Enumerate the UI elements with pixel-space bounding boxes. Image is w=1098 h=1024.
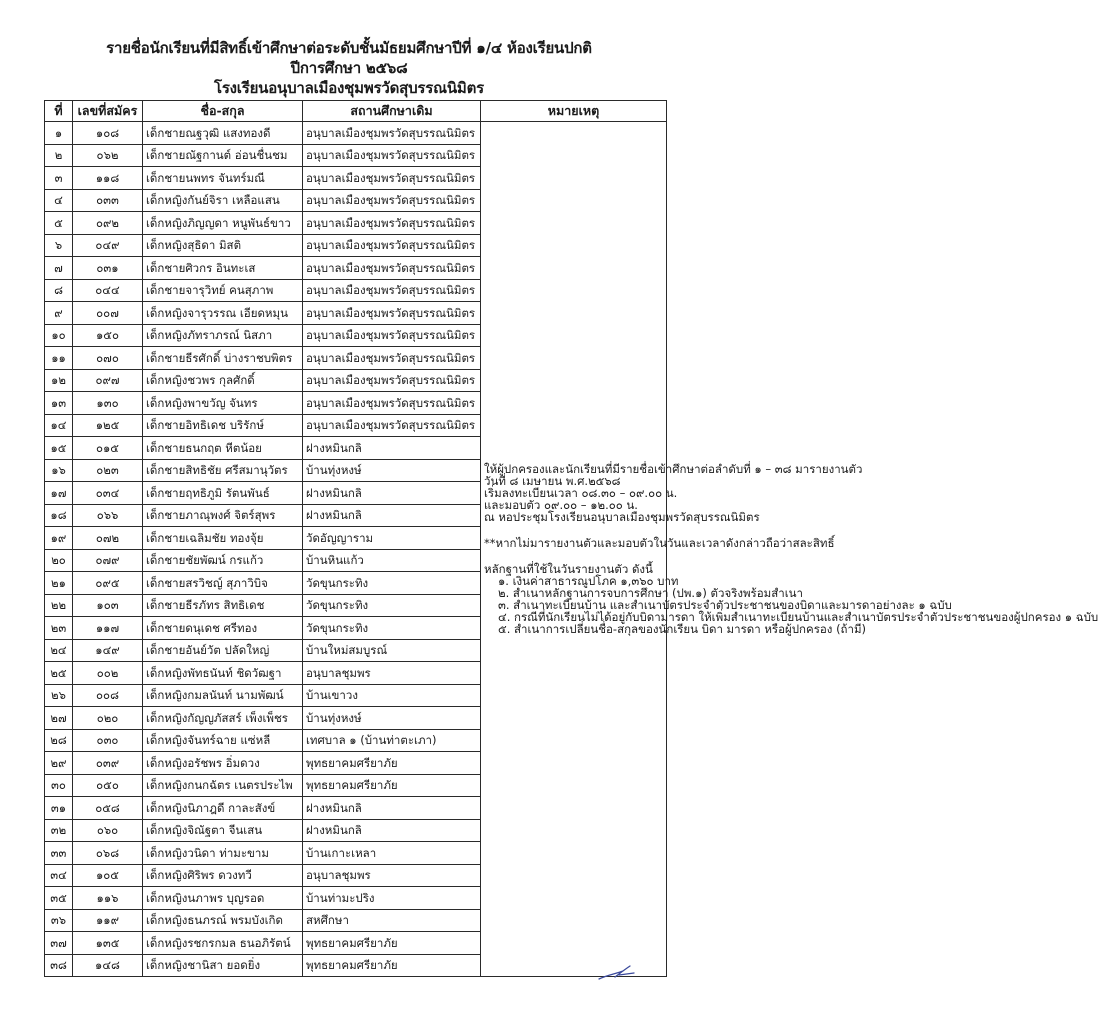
cell-name: เด็กหญิงกมลนันท์ นามพัฒน์ bbox=[143, 684, 303, 707]
cell-no: ๑๑ bbox=[45, 347, 73, 370]
cell-application-no: ๐๙๒ bbox=[73, 212, 143, 235]
cell-previous-school: พุทธยาคมศรียาภัย bbox=[303, 774, 481, 797]
cell-name: เด็กหญิงรชกรกมล ธนอภิรัตน์ bbox=[143, 932, 303, 955]
cell-name: เด็กหญิงจารุวรรณ เอียดหมุน bbox=[143, 302, 303, 325]
cell-name: เด็กชายธีรภัทร สิทธิเดช bbox=[143, 594, 303, 617]
cell-application-no: ๑๐๕ bbox=[73, 864, 143, 887]
cell-application-no: ๐๕๐ bbox=[73, 774, 143, 797]
cell-previous-school: อนุบาลเมืองชุมพรวัดสุบรรณนิมิตร bbox=[303, 257, 481, 280]
cell-application-no: ๐๐๒ bbox=[73, 662, 143, 685]
cell-no: ๒๔ bbox=[45, 639, 73, 662]
cell-application-no: ๐๗๙ bbox=[73, 549, 143, 572]
cell-no: ๒๘ bbox=[45, 729, 73, 752]
cell-name: เด็กชายธนกฤต หีตน้อย bbox=[143, 437, 303, 460]
cell-previous-school: พุทธยาคมศรียาภัย bbox=[303, 954, 481, 977]
cell-previous-school: วัดขุนกระทิง bbox=[303, 594, 481, 617]
cell-previous-school: อนุบาลเมืองชุมพรวัดสุบรรณนิมิตร bbox=[303, 414, 481, 437]
cell-no: ๑๐ bbox=[45, 324, 73, 347]
cell-no: ๑๙ bbox=[45, 527, 73, 550]
cell-name: เด็กชายภาณุพงศ์ จิตร์สุพร bbox=[143, 504, 303, 527]
cell-application-no: ๑๓๕ bbox=[73, 932, 143, 955]
cell-application-no: ๑๔๙ bbox=[73, 639, 143, 662]
cell-name: เด็กชายอิทธิเดช บริรักษ์ bbox=[143, 414, 303, 437]
cell-name: เด็กชายจารุวิทย์ คนสุภาพ bbox=[143, 279, 303, 302]
cell-application-no: ๑๑๗ bbox=[73, 617, 143, 640]
cell-no: ๘ bbox=[45, 279, 73, 302]
cell-previous-school: อนุบาลเมืองชุมพรวัดสุบรรณนิมิตร bbox=[303, 347, 481, 370]
cell-previous-school: อนุบาลเมืองชุมพรวัดสุบรรณนิมิตร bbox=[303, 212, 481, 235]
cell-application-no: ๐๗๒ bbox=[73, 527, 143, 550]
remark-document-item: ๒. สำเนาหลักฐานการจบการศึกษา (ปพ.๑) ตัวจริงพร้อมสำเนา bbox=[498, 586, 803, 600]
cell-application-no: ๐๖๒ bbox=[73, 144, 143, 167]
cell-name: เด็กหญิงจันทร์ฉาย แซ่หลี bbox=[143, 729, 303, 752]
cell-no: ๒๑ bbox=[45, 572, 73, 595]
cell-previous-school: บ้านทุ่งหงษ์ bbox=[303, 459, 481, 482]
remark-document-item: ๓. สำเนาทะเบียนบ้าน และสำเนาบัตรประจำตัวประชาชนของบิดาและมารดาอย่างละ ๑ ฉบับ bbox=[498, 598, 952, 612]
cell-previous-school: อนุบาลเมืองชุมพรวัดสุบรรณนิมิตร bbox=[303, 122, 481, 145]
cell-name: เด็กชายสิทธิชัย ศรีสมานุวัตร bbox=[143, 459, 303, 482]
cell-application-no: ๑๑๘ bbox=[73, 167, 143, 190]
cell-previous-school: อนุบาลเมืองชุมพรวัดสุบรรณนิมิตร bbox=[303, 302, 481, 325]
cell-name: เด็กหญิงนภาพร บุญรอด bbox=[143, 887, 303, 910]
table-row bbox=[45, 122, 667, 145]
document-header bbox=[0, 38, 698, 98]
cell-application-no: ๐๓๐ bbox=[73, 729, 143, 752]
student-roster-table bbox=[44, 100, 1098, 977]
table-body bbox=[45, 122, 1098, 977]
cell-no: ๓๗ bbox=[45, 932, 73, 955]
remark-registration-time: เริ่มลงทะเบียนเวลา ๐๘.๓๐ – ๐๙.๐๐ น. bbox=[484, 486, 678, 500]
cell-previous-school: อนุบาลเมืองชุมพรวัดสุบรรณนิมิตร bbox=[303, 369, 481, 392]
cell-no: ๓๐ bbox=[45, 774, 73, 797]
column-header-previous-school: สถานศึกษาเดิม bbox=[303, 101, 481, 122]
cell-application-no: ๐๖๐ bbox=[73, 819, 143, 842]
cell-application-no: ๐๙๗ bbox=[73, 369, 143, 392]
remark-document-item: ๕. สำเนาการเปลี่ยนชื่อ-สกุลของนักเรียน บิดา มารดา หรือผู้ปกครอง (ถ้ามี) bbox=[498, 622, 867, 636]
cell-name: เด็กหญิงจิณัฐตา จีนเสน bbox=[143, 819, 303, 842]
cell-no: ๓๖ bbox=[45, 909, 73, 932]
cell-previous-school: บ้านเขาวง bbox=[303, 684, 481, 707]
cell-no: ๑ bbox=[45, 122, 73, 145]
cell-application-no: ๑๒๕ bbox=[73, 414, 143, 437]
cell-name: เด็กหญิงอรัชพร อิ่มดวง bbox=[143, 752, 303, 775]
cell-no: ๒ bbox=[45, 144, 73, 167]
cell-name: เด็กหญิงชวพร กุลศักดิ์ bbox=[143, 369, 303, 392]
signature-icon bbox=[597, 962, 637, 984]
remarks-cell bbox=[481, 122, 1098, 977]
cell-application-no: ๑๓๐ bbox=[73, 392, 143, 415]
cell-previous-school: บ้านทุ่งหงษ์ bbox=[303, 707, 481, 730]
cell-name: เด็กชายณฐวุฒิ แสงทองดี bbox=[143, 122, 303, 145]
title-line-3: โรงเรียนอนุบาลเมืองชุมพรวัดสุบรรณนิมิตร bbox=[213, 79, 485, 97]
cell-application-no: ๑๕๐ bbox=[73, 324, 143, 347]
cell-previous-school: อนุบาลเมืองชุมพรวัดสุบรรณนิมิตร bbox=[303, 234, 481, 257]
cell-application-no: ๐๒๓ bbox=[73, 459, 143, 482]
cell-application-no: ๑๐๓ bbox=[73, 594, 143, 617]
cell-name: เด็กชายธีรศักดิ์ บ่างราชบพิตร bbox=[143, 347, 303, 370]
cell-previous-school: อนุบาลเมืองชุมพรวัดสุบรรณนิมิตร bbox=[303, 279, 481, 302]
cell-previous-school: ฝางหมินกลิ bbox=[303, 482, 481, 505]
cell-name: เด็กหญิงกันย์จิรา เหลือแสน bbox=[143, 189, 303, 212]
cell-name: เด็กชายชัยพัฒน์ กรแก้ว bbox=[143, 549, 303, 572]
cell-name: เด็กชายดนุเดช ศรีทอง bbox=[143, 617, 303, 640]
cell-application-no: ๐๖๘ bbox=[73, 842, 143, 865]
cell-application-no: ๐๗๐ bbox=[73, 347, 143, 370]
cell-application-no: ๐๓๑ bbox=[73, 257, 143, 280]
cell-previous-school: วัดขุนกระทิง bbox=[303, 617, 481, 640]
cell-previous-school: ฝางหมินกลิ bbox=[303, 797, 481, 820]
cell-no: ๓๕ bbox=[45, 887, 73, 910]
cell-no: ๙ bbox=[45, 302, 73, 325]
cell-previous-school: อนุบาลเมืองชุมพรวัดสุบรรณนิมิตร bbox=[303, 144, 481, 167]
cell-application-no: ๑๑๖ bbox=[73, 887, 143, 910]
table-header-row bbox=[45, 101, 667, 122]
cell-name: เด็กหญิงศิริพร ดวงทวี bbox=[143, 864, 303, 887]
cell-no: ๓ bbox=[45, 167, 73, 190]
cell-application-no: ๐๒๐ bbox=[73, 707, 143, 730]
cell-name: เด็กชายณัฐกานต์ อ่อนชื่นชม bbox=[143, 144, 303, 167]
cell-name: เด็กชายอันย์วัต ปลัดใหญ่ bbox=[143, 639, 303, 662]
cell-previous-school: อนุบาลชุมพร bbox=[303, 662, 481, 685]
cell-application-no: ๐๐๗ bbox=[73, 302, 143, 325]
cell-previous-school: เทศบาล ๑ (บ้านท่าตะเภา) bbox=[303, 729, 481, 752]
column-header-no: ที่ bbox=[45, 101, 73, 122]
cell-previous-school: บ้านใหม่สมบูรณ์ bbox=[303, 639, 481, 662]
remark-enrollment-time: และมอบตัว ๐๙.๐๐ – ๑๒.๐๐ น. bbox=[484, 498, 638, 512]
cell-name: เด็กหญิงธนภรณ์ พรมบังเกิด bbox=[143, 909, 303, 932]
cell-application-no: ๐๕๘ bbox=[73, 797, 143, 820]
cell-no: ๑๒ bbox=[45, 369, 73, 392]
cell-previous-school: ฝางหมินกลิ bbox=[303, 504, 481, 527]
cell-no: ๒๒ bbox=[45, 594, 73, 617]
cell-name: เด็กหญิงภิญญดา หนูพันธ์ขาว bbox=[143, 212, 303, 235]
title-line-1: รายชื่อนักเรียนที่มีสิทธิ์เข้าศึกษาต่อระดับชั้นมัธยมศึกษาปีที่ ๑/๔ ห้องเรียนปกติ bbox=[106, 39, 592, 57]
cell-previous-school: อนุบาลเมืองชุมพรวัดสุบรรณนิมิตร bbox=[303, 189, 481, 212]
cell-no: ๑๖ bbox=[45, 459, 73, 482]
cell-name: เด็กหญิงพัทธนันท์ ชิดวัฒฐา bbox=[143, 662, 303, 685]
remark-document-item: ๔. กรณีที่นักเรียนไม่ได้อยู่กับบิดามารดา ให้เพิ่มสำเนาทะเบียนบ้านและสำเนาบัตรประจำตัวประชาชนของผู้ปกครอง ๑ ฉบับ bbox=[498, 610, 1098, 624]
cell-no: ๑๗ bbox=[45, 482, 73, 505]
remark-report-instruction: ให้ผู้ปกครองและนักเรียนที่มีรายชื่อเข้าศึกษาต่อลำดับที่ ๑ – ๓๘ มารายงานตัว bbox=[484, 462, 863, 476]
cell-no: ๒๗ bbox=[45, 707, 73, 730]
cell-no: ๒๙ bbox=[45, 752, 73, 775]
cell-name: เด็กชายฤทธิภูมิ รัตนพันธ์ bbox=[143, 482, 303, 505]
cell-previous-school: บ้านหินแก้ว bbox=[303, 549, 481, 572]
cell-no: ๓๑ bbox=[45, 797, 73, 820]
cell-no: ๓๒ bbox=[45, 819, 73, 842]
cell-name: เด็กชายเฉลิมชัย ทองจุ้ย bbox=[143, 527, 303, 550]
remark-document-item: ๑. เงินค่าสาธารณูปโภค ๑,๓๖๐ บาท bbox=[498, 574, 679, 588]
cell-name: เด็กหญิงวนิดา ท่ามะขาม bbox=[143, 842, 303, 865]
cell-no: ๑๓ bbox=[45, 392, 73, 415]
cell-name: เด็กหญิงภัทราภรณ์ นิสภา bbox=[143, 324, 303, 347]
cell-application-no: ๐๓๙ bbox=[73, 752, 143, 775]
cell-name: เด็กหญิงชานิสา ยอดยิ่ง bbox=[143, 954, 303, 977]
column-header-application-no: เลขที่สมัคร bbox=[73, 101, 143, 122]
cell-application-no: ๑๑๙ bbox=[73, 909, 143, 932]
cell-no: ๑๔ bbox=[45, 414, 73, 437]
cell-application-no: ๐๖๖ bbox=[73, 504, 143, 527]
cell-no: ๗ bbox=[45, 257, 73, 280]
cell-no: ๓๔ bbox=[45, 864, 73, 887]
cell-no: ๓๓ bbox=[45, 842, 73, 865]
cell-name: เด็กหญิงกนกฉัตร เนตรประไพ bbox=[143, 774, 303, 797]
remark-report-date: วันที่ ๘ เมษายน พ.ศ.๒๕๖๘ bbox=[484, 474, 621, 488]
cell-no: ๑๘ bbox=[45, 504, 73, 527]
cell-no: ๒๕ bbox=[45, 662, 73, 685]
cell-no: ๒๐ bbox=[45, 549, 73, 572]
cell-previous-school: วัดขุนกระทิง bbox=[303, 572, 481, 595]
cell-application-no: ๐๐๘ bbox=[73, 684, 143, 707]
cell-name: เด็กชายนพทร จันทร์มณี bbox=[143, 167, 303, 190]
cell-previous-school: อนุบาลเมืองชุมพรวัดสุบรรณนิมิตร bbox=[303, 392, 481, 415]
cell-previous-school: อนุบาลเมืองชุมพรวัดสุบรรณนิมิตร bbox=[303, 167, 481, 190]
cell-application-no: ๐๔๙ bbox=[73, 234, 143, 257]
cell-name: เด็กหญิงสุธิดา มิสติ bbox=[143, 234, 303, 257]
cell-previous-school: บ้านเกาะเหลา bbox=[303, 842, 481, 865]
cell-previous-school: วัดอัญญาราม bbox=[303, 527, 481, 550]
cell-no: ๔ bbox=[45, 189, 73, 212]
cell-application-no: ๐๓๔ bbox=[73, 482, 143, 505]
cell-name: เด็กชายสรวิชญ์ สุภาวิบิจ bbox=[143, 572, 303, 595]
cell-previous-school: บ้านท่ามะปริง bbox=[303, 887, 481, 910]
title-line-2: ปีการศึกษา ๒๕๖๘ bbox=[290, 59, 408, 77]
remark-documents-heading: หลักฐานที่ใช้ในวันรายงานตัว ดังนี้ bbox=[484, 562, 653, 576]
column-header-name: ชื่อ-สกุล bbox=[143, 101, 303, 122]
cell-previous-school: พุทธยาคมศรียาภัย bbox=[303, 752, 481, 775]
cell-no: ๒๓ bbox=[45, 617, 73, 640]
cell-name: เด็กชายศิวกร อินทะเส bbox=[143, 257, 303, 280]
cell-previous-school: ฝางหมินกลิ bbox=[303, 819, 481, 842]
cell-previous-school: อนุบาลชุมพร bbox=[303, 864, 481, 887]
cell-application-no: ๑๐๘ bbox=[73, 122, 143, 145]
cell-previous-school: พุทธยาคมศรียาภัย bbox=[303, 932, 481, 955]
column-header-remarks: หมายเหตุ bbox=[481, 101, 667, 122]
cell-no: ๖ bbox=[45, 234, 73, 257]
cell-name: เด็กหญิงกัญญภัสสร์ เพ็งเพ็ชร bbox=[143, 707, 303, 730]
cell-previous-school: อนุบาลเมืองชุมพรวัดสุบรรณนิมิตร bbox=[303, 324, 481, 347]
cell-no: ๓๘ bbox=[45, 954, 73, 977]
cell-application-no: ๐๑๕ bbox=[73, 437, 143, 460]
cell-name: เด็กหญิงนิภาฎดี กาละสังข์ bbox=[143, 797, 303, 820]
cell-no: ๕ bbox=[45, 212, 73, 235]
cell-previous-school: สหศึกษา bbox=[303, 909, 481, 932]
remark-venue: ณ หอประชุมโรงเรียนอนุบาลเมืองชุมพรวัดสุบรรณนิมิตร bbox=[484, 510, 760, 524]
cell-application-no: ๑๔๘ bbox=[73, 954, 143, 977]
cell-no: ๑๕ bbox=[45, 437, 73, 460]
remarks-spacer bbox=[484, 523, 663, 537]
cell-previous-school: ฝางหมินกลิ bbox=[303, 437, 481, 460]
remark-forfeit-warning: **หากไม่มารายงานตัวและมอบตัวในวันและเวลาดังกล่าวถือว่าสละสิทธิ์ bbox=[484, 536, 835, 550]
cell-application-no: ๐๙๕ bbox=[73, 572, 143, 595]
remarks-spacer bbox=[484, 549, 663, 563]
cell-name: เด็กหญิงพาขวัญ จันทร bbox=[143, 392, 303, 415]
cell-no: ๒๖ bbox=[45, 684, 73, 707]
cell-application-no: ๐๓๓ bbox=[73, 189, 143, 212]
cell-application-no: ๐๔๔ bbox=[73, 279, 143, 302]
